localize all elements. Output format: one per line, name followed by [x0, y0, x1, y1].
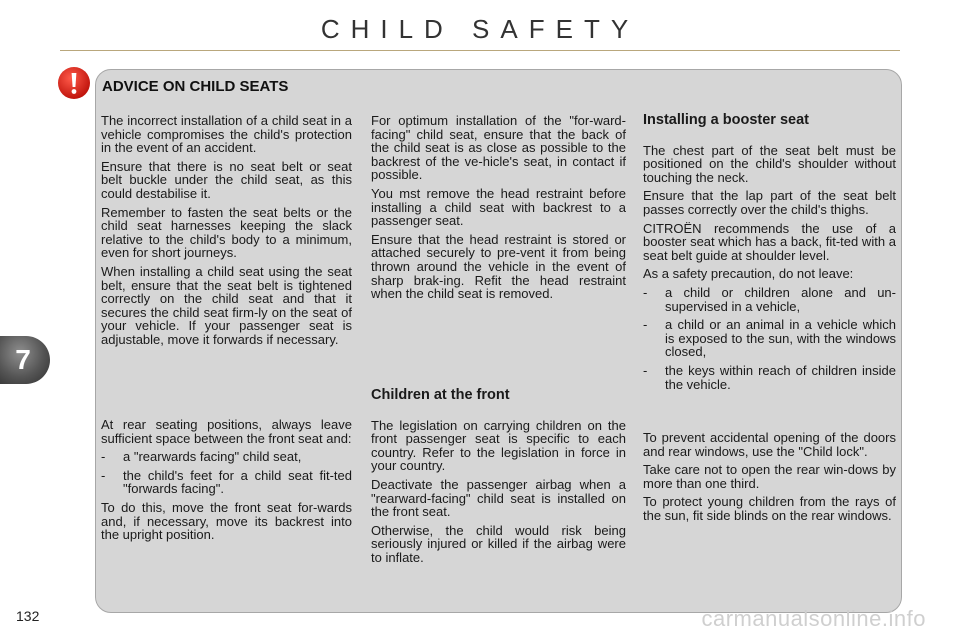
list-dash: -: [643, 317, 648, 333]
paragraph: Remember to fasten the seat belts or the child seat harnesses keeping the slack relative to the child's body to a minimum, even for short journeys.: [101, 204, 352, 261]
paragraph: Take care not to open the rear win-dows by more than one third.: [643, 462, 896, 491]
chapter-number: 7: [15, 344, 31, 375]
column-3-top: [643, 114, 896, 396]
list-dash: -: [643, 362, 648, 378]
column-1-bottom: [101, 418, 352, 547]
column-1-top: [101, 114, 352, 352]
paragraph: Ensure that there is no seat belt or seat belt buckle under the child seat, as this could destabilise it.: [101, 158, 352, 201]
column-2-bottom: [371, 389, 626, 570]
section-heading: ADVICE ON CHILD SEATS: [102, 78, 289, 95]
list-dash: -: [643, 284, 648, 300]
title-divider: [60, 50, 900, 51]
paragraph: Deactivate the passenger airbag when a "rearward-facing" child seat is installed on the front seat.: [371, 476, 626, 520]
list-item-text: the child's feet for a child seat fit-ted "forwards facing".: [123, 467, 352, 497]
paragraph: The legislation on carrying children on the front passenger seat is specific to each country. Refer to the legislation in force in your country.: [371, 417, 626, 474]
chapter-tab: [0, 336, 50, 384]
column-3-bottom: [643, 431, 896, 528]
list-item: [643, 318, 896, 359]
watermark: carmanualsonline.info: [701, 606, 926, 631]
paragraph: To prevent accidental opening of the doors and rear windows, use the "Child lock".: [643, 430, 896, 459]
paragraph: The incorrect installation of a child seat in a vehicle compromises the child's protection in the event of an accident.: [101, 113, 352, 156]
list-item-text: a "rearwards facing" child seat,: [123, 449, 302, 465]
list-dash: -: [101, 449, 106, 465]
paragraph: At rear seating positions, always leave sufficient space between the front seat and:: [101, 417, 352, 446]
list-item: [643, 286, 896, 313]
paragraph: Ensure that the lap part of the seat belt passes correctly over the child's thighs.: [643, 188, 896, 217]
paragraph: You mst remove the head restraint before installing a child seat with backrest to a passenger seat.: [371, 185, 626, 229]
page-number: 132: [16, 608, 40, 624]
list-item: [643, 364, 896, 391]
list-item-text: a child or an animal in a vehicle which is exposed to the sun, with the windows closed,: [665, 317, 896, 360]
paragraph: The chest part of the seat belt must be positioned on the child's shoulder without touching the neck.: [643, 142, 896, 185]
list-item-text: the keys within reach of children inside the vehicle.: [665, 362, 896, 392]
paragraph: When installing a child seat using the seat belt, ensure that the seat belt is tightened correctly on the child seat and that it secures the child seat firm-ly on the seat of your vehicle. If your passenger seat is adjustable, move it forwards if necessary.: [101, 263, 352, 347]
list-item-text: a child or children alone and un-supervised in a vehicle,: [665, 284, 896, 314]
paragraph: To protect young children from the rays of the sun, fit side blinds on the rear windows.: [643, 494, 896, 523]
list-dash: -: [101, 467, 106, 483]
paragraph: For optimum installation of the "for-ward-facing" child seat, ensure that the back of the child seat is as close as possible to the backrest of the ve-hicle's seat, in contact if possible.: [371, 113, 626, 183]
column-2-top: [371, 114, 626, 306]
paragraph: As a safety precaution, do not leave:: [643, 266, 854, 282]
list-item: [101, 469, 352, 496]
list-item: [101, 450, 352, 464]
page-title: CHILD SAFETY: [320, 14, 640, 44]
paragraph: To do this, move the front seat for-wards and, if necessary, move its backrest into the upright position.: [101, 499, 352, 543]
paragraph: Otherwise, the child would risk being seriously injured or killed if the airbag were to inflate.: [371, 522, 626, 565]
paragraph: CITROËN recommends the use of a booster seat which has a back, fit-ted with a seat belt guide at shoulder level.: [643, 220, 896, 263]
exclamation-icon: [57, 66, 91, 100]
subheading-children-front: Children at the front: [371, 387, 510, 403]
subheading-booster-seat: Installing a booster seat: [643, 112, 809, 128]
paragraph: Ensure that the head restraint is stored or attached securely to pre-vent it from being thrown around the vehicle in the event of sharp brak-ing. Refit the head restraint when the child seat is removed.: [371, 231, 626, 302]
